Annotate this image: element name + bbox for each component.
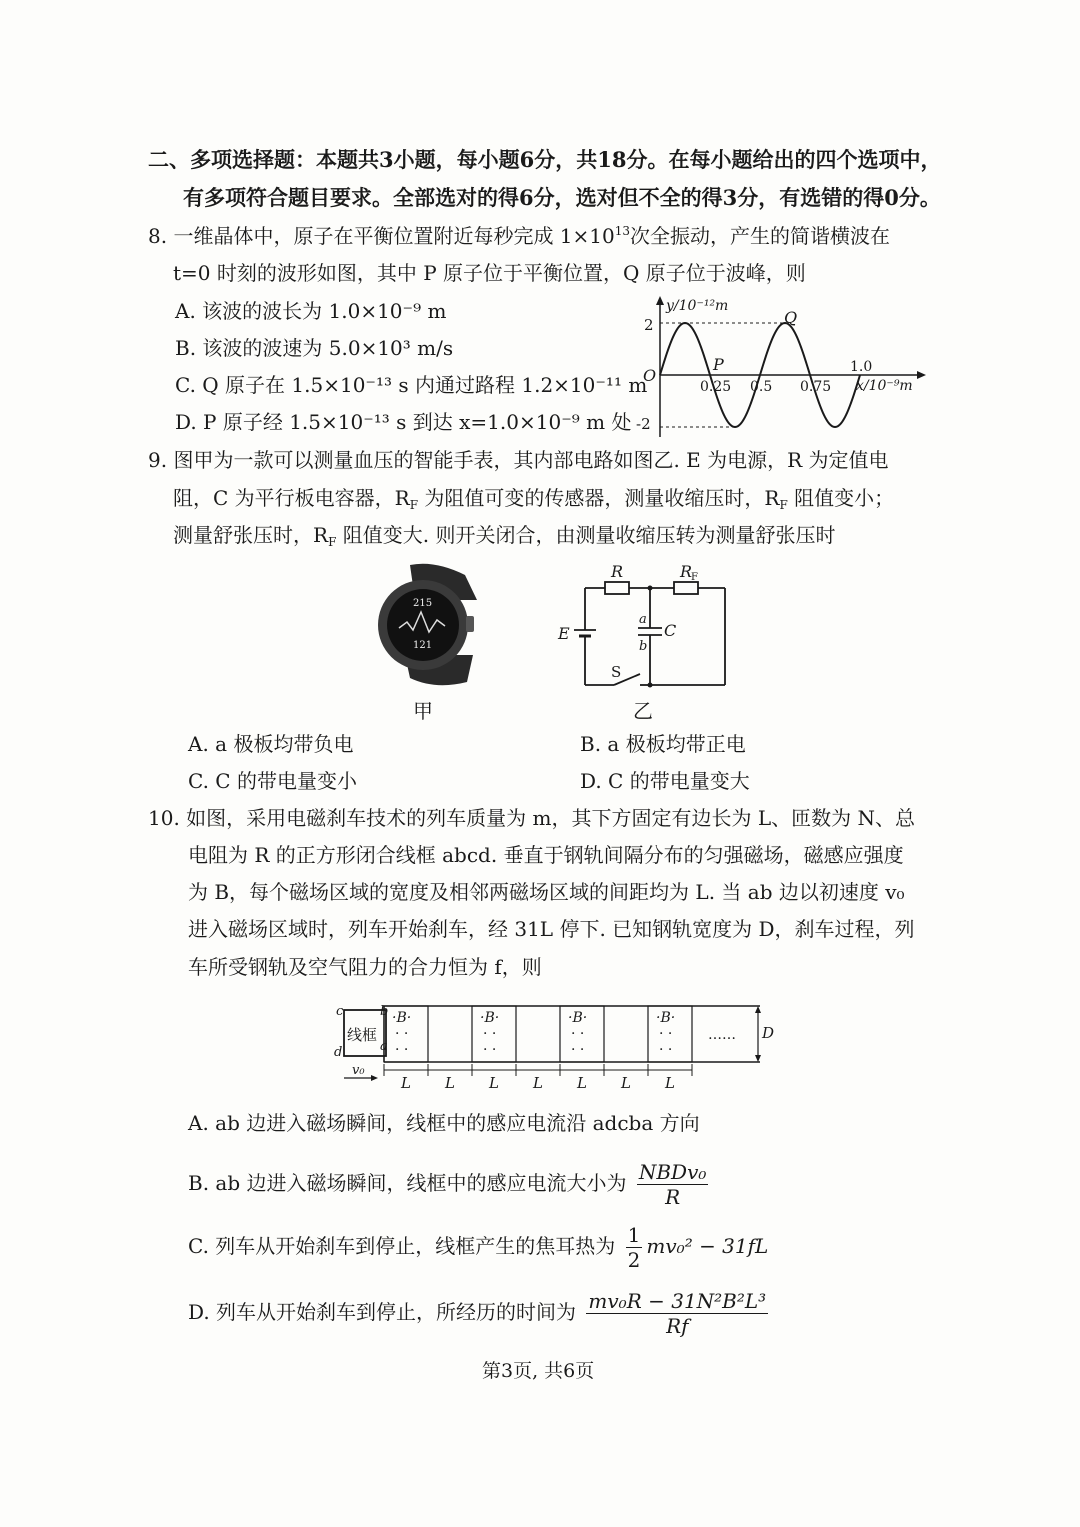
- corner-b: b: [380, 1004, 389, 1019]
- q8-option-d[interactable]: D. P 原子经 1.5×10⁻¹³ s 到达 x=1.0×10⁻⁹ m 处: [175, 410, 632, 434]
- velocity-arrowhead: [371, 1075, 378, 1081]
- fraction-d: $\frac{\text{mv₀R − 31N²B²L³}}{Rf}$: [588, 1289, 767, 1338]
- field-ellipsis: ……: [708, 1027, 736, 1043]
- wave-xtick-4: 1.0: [850, 359, 873, 375]
- field-region-4: [648, 1006, 692, 1062]
- q10-option-d[interactable]: D. 列车从开始刹车到停止，所经历的时间为 $\frac{\text{mv₀R − 31N²B²L³}}{Rf}$: [188, 1289, 767, 1338]
- q8-stem-line2: t=0 时刻的波形如图，其中 P 原子位于平衡位置，Q 原子位于波峰，则: [173, 261, 806, 285]
- field-dots: · ·: [571, 1026, 585, 1042]
- label-rf-sub: F: [691, 572, 698, 583]
- section-header-line2: 有多项符合题目要求。全部选对的得6分，选对但不全的得3分，有选错的得0分。: [183, 185, 941, 210]
- q10-stem-line1: 10. 如图，采用电磁刹车技术的列车质量为 m，其下方固定有边长为 L、匝数为 N、总: [148, 806, 915, 830]
- corner-a: a: [380, 1039, 388, 1054]
- q9-option-b[interactable]: B. a 极板均带正电: [580, 732, 746, 756]
- resistor-r: [605, 582, 629, 594]
- q8-option-c[interactable]: C. Q 原子在 1.5×10⁻¹³ s 内通过路程 1.2×10⁻¹¹ m: [175, 373, 648, 397]
- magnetic-brake-figure: [330, 1000, 780, 1095]
- label-e: E: [558, 624, 570, 643]
- field-dots: · ·: [395, 1042, 409, 1058]
- section-header-line1: 二、多项选择题：本题共3小题，每小题6分，共18分。在每小题给出的四个选项中，: [148, 147, 942, 172]
- watch-screen-value-1: 215: [413, 598, 433, 609]
- q10-number: 10.: [148, 806, 180, 830]
- q9-option-d[interactable]: D. C 的带电量变大: [580, 769, 750, 793]
- q10-stem-line5: 车所受钢轨及空气阻力的合力恒为 f，则: [188, 955, 542, 979]
- fraction-b: $\frac{\text{NBDv₀}}{R}$: [638, 1160, 707, 1209]
- q9-stem-line1: 9. 图甲为一款可以测量血压的智能手表，其内部电路如图乙. E 为电源，R 为定值电: [148, 448, 889, 472]
- velocity-label: v₀: [352, 1063, 365, 1078]
- length-label-6: L: [621, 1074, 631, 1092]
- resistor-rf: [674, 582, 698, 594]
- field-region-1: [384, 1006, 428, 1062]
- width-d-label: D: [762, 1024, 775, 1042]
- wave-x-arrow: [917, 371, 926, 379]
- junction-dot: [648, 586, 653, 591]
- field-b-label: ·B·: [480, 1010, 500, 1026]
- q9-stem-line3: 测量舒张压时，$R_F$ 阻值变大. 则开关闭合，由测量收缩压转为测量舒张压时: [173, 523, 836, 549]
- wave-y-label: y/10⁻¹²m: [666, 298, 729, 314]
- junction-dot: [648, 683, 653, 688]
- field-b-label: ·B·: [392, 1010, 412, 1026]
- wave-chart: [630, 292, 930, 442]
- q9-option-a[interactable]: A. a 极板均带负电: [188, 732, 354, 756]
- wave-xtick-1: 0.25: [700, 379, 732, 395]
- field-dots: · ·: [483, 1042, 497, 1058]
- watch-crown: [466, 616, 474, 632]
- wave-origin-label: O: [643, 366, 657, 385]
- q8-option-a[interactable]: A. 该波的波长为 1.0×10⁻⁹ m: [175, 299, 447, 323]
- wave-xtick-3: 0.75: [800, 379, 832, 395]
- length-label-2: L: [445, 1074, 455, 1092]
- wave-point-p: P: [713, 355, 724, 374]
- wave-x-label: x/10⁻⁹m: [856, 378, 913, 394]
- q8-stem-line1: 8. 一维晶体中，原子在平衡位置附近每秒完成 $1\times 10^{13}$次全振动，产生的简谐横波在: [148, 224, 891, 248]
- q9-number: 9.: [148, 448, 168, 472]
- circuit-figure: [550, 558, 740, 693]
- q10-option-a[interactable]: A. ab 边进入磁场瞬间，线框中的感应电流沿 adcba 方向: [188, 1111, 700, 1135]
- field-dots: · ·: [571, 1042, 585, 1058]
- wave-y-arrow: [656, 296, 664, 305]
- label-s: S: [611, 663, 622, 681]
- coil-frame-label: 线框: [347, 1026, 378, 1044]
- watch-screen-value-2: 121: [413, 640, 433, 651]
- corner-c: c: [336, 1004, 344, 1019]
- fig-a-caption: 甲: [413, 699, 433, 723]
- length-label-3: L: [489, 1074, 499, 1092]
- label-a: a: [639, 612, 647, 627]
- width-d-arrow: [755, 1006, 761, 1013]
- field-dots: · ·: [659, 1026, 673, 1042]
- length-label-1: L: [401, 1074, 411, 1092]
- field-dots: · ·: [659, 1042, 673, 1058]
- field-b-label: ·B·: [568, 1010, 588, 1026]
- label-r: R: [611, 562, 624, 581]
- fraction-c: $\frac{1}{2}$: [627, 1223, 641, 1272]
- label-b: b: [639, 639, 648, 654]
- q9-option-c[interactable]: C. C 的带电量变小: [188, 769, 357, 793]
- q9-stem-line2: 阻，C 为平行板电容器，$R_F$ 为阻值可变的传感器，测量收缩压时，$R_F$ 阻值变小；: [173, 486, 895, 512]
- q10-stem-line2: 电阻为 R 的正方形闭合线框 abcd. 垂直于钢轨间隔分布的匀强磁场，磁感应强度: [188, 843, 904, 867]
- label-rf: R: [680, 562, 693, 581]
- label-c: C: [664, 621, 677, 640]
- field-b-label: ·B·: [656, 1010, 676, 1026]
- field-region-3: [560, 1006, 604, 1062]
- wave-ytick-2: 2: [644, 316, 654, 334]
- corner-d: d: [334, 1045, 343, 1060]
- length-label-5: L: [577, 1074, 587, 1092]
- q10-stem-line3: 为 B，每个磁场区域的宽度及相邻两磁场区域的间距均为 L. 当 ab 边以初速度 v₀: [188, 880, 905, 904]
- wave-xtick-2: 0.5: [750, 379, 773, 395]
- q10-stem-line4: 进入磁场区域时，列车开始刹车，经 31L 停下. 已知钢轨宽度为 D，刹车过程，列: [188, 917, 915, 941]
- field-region-2: [472, 1006, 516, 1062]
- length-label-4: L: [533, 1074, 543, 1092]
- field-dots: · ·: [395, 1026, 409, 1042]
- q8-option-b[interactable]: B. 该波的波速为 5.0×10³ m/s: [175, 336, 454, 360]
- q10-option-c[interactable]: C. 列车从开始刹车到停止，线框产生的焦耳热为 $\frac{1}{2}$ mv₀² − 31fL: [188, 1223, 769, 1272]
- wave-ytick-neg2: -2: [636, 415, 651, 433]
- length-label-7: L: [665, 1074, 675, 1092]
- q10-option-b[interactable]: B. ab 边进入磁场瞬间，线框中的感应电流大小为 $\frac{\text{NBDv₀}}{R}$: [188, 1160, 707, 1209]
- wave-point-q: Q: [784, 308, 798, 327]
- page-footer: 第3页, 共6页: [482, 1360, 595, 1382]
- q8-number: 8.: [148, 224, 168, 248]
- width-d-arrow: [755, 1055, 761, 1062]
- smartwatch-figure: [355, 560, 495, 690]
- fig-b-caption: 乙: [633, 699, 653, 723]
- field-dots: · ·: [483, 1026, 497, 1042]
